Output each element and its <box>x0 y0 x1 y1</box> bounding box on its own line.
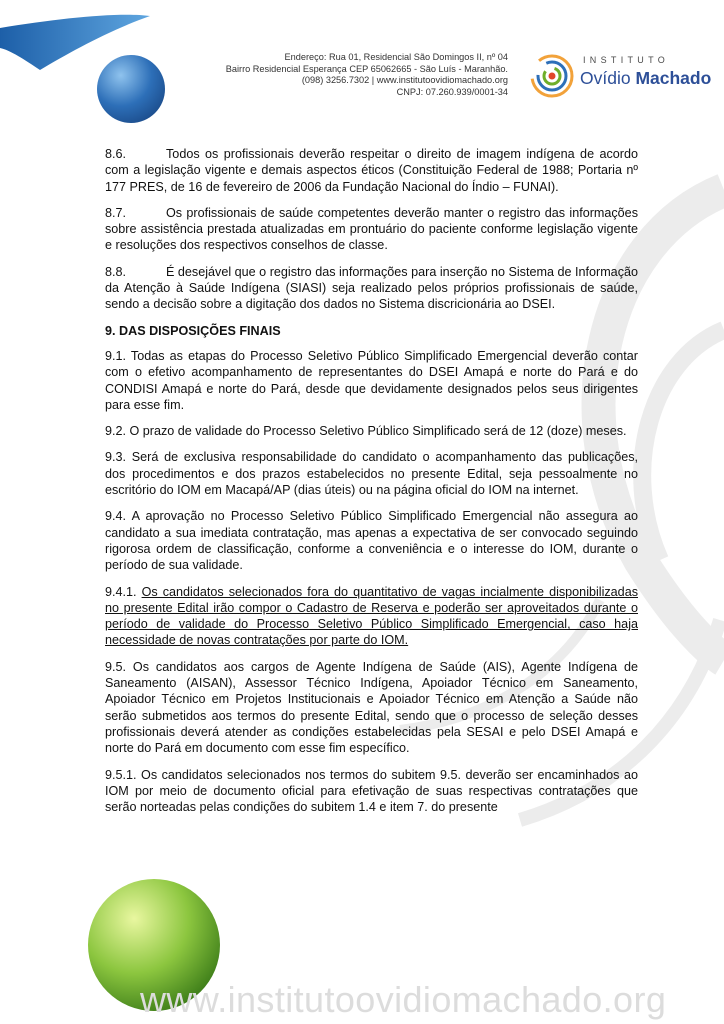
logo-name <box>580 68 711 89</box>
paragraph-8-8 <box>105 264 638 313</box>
address-line: Bairro Residencial Esperança CEP 65062665 - São Luís - Maranhão. <box>225 63 508 74</box>
paragraph-9-1: 9.1. Todas as etapas do Processo Seletivo Público Simplificado Emergencial deverão contar com o efetivo acompanhamento de representantes do DSEI Amapá e norte do Pará e do CONDISI Amapá e norte do Pará, desde que devidamente designados pelos seus dirigentes para esse fim. <box>105 348 638 412</box>
paragraph-text: Todos os profissionais deverão respeitar o direito de imagem indígena de acordo com a legislação vigente e demais aspectos éticos (Constituição Federal de 1988; Portaria nº 177 PRES, de 16 de fevereiro de 2006 da Fundação Nacional do Índio – FUNAI). <box>105 147 638 194</box>
footer-website-url: www.institutoovidiomachado.org <box>140 979 667 1020</box>
item-number: 8.8. <box>105 264 127 279</box>
underlined-text: Os candidatos selecionados fora do quantitativo de vagas incialmente disponibilizadas no presente Edital irão compor o Cadastro de Reserva e poderão ser aproveitados durante o período de validade do Processo Seletivo Público Simplificado Emergencial, caso haja necessidade de novas contratações por parte do IOM. <box>105 584 638 648</box>
item-number: 9.4.1. <box>105 584 137 599</box>
paragraph-text: Os profissionais de saúde competentes deverão manter o registro das informações sobre assistência prestada atualizadas em prontuário do paciente conforme legislação vigente e resoluções dos respectivos conselhos de classe. <box>105 205 638 253</box>
address-line: Endereço: Rua 01, Residencial São Domingos II, nº 04 <box>284 52 508 62</box>
section-heading-9: 9. DAS DISPOSIÇÕES FINAIS <box>105 323 281 338</box>
logo-name-second: Machado <box>635 68 712 88</box>
document-body <box>105 146 638 825</box>
logo-mark-icon <box>528 52 576 100</box>
address-line: (098) 3256.7302 | www.institutoovidiomachado.org <box>301 75 508 86</box>
paragraph-8-7 <box>105 205 638 254</box>
institute-logo <box>528 52 712 100</box>
paragraph-9-3: 9.3. Será de exclusiva responsabilidade do candidato o acompanhamento das publicações, dos procedimentos e dos prazos estabelecidos no presente Edital, seja pessoalmente no escritório do IOM em Macapá/AP (dias úteis) ou na página oficial do IOM na internet. <box>105 450 638 498</box>
paragraph-text: É desejável que o registro das informações para inserção no Sistema de Informação da Atenção à Saúde Indígena (SIASI) seja realizado pelos próprios profissionais de saúde, sendo a decisão sobre a digitação dos dados no Sistema discricionária ao DSEI. <box>105 264 638 312</box>
item-number: 8.7. <box>105 205 127 220</box>
paragraph-9-4-1 <box>105 584 638 649</box>
paragraph-9-5: 9.5. Os candidatos aos cargos de Agente Indígena de Saúde (AIS), Agente Indígena de Saneamento (AISAN), Assessor Técnico Indígena, Apoiador Técnico em Saneamento, Apoiador Técnico em Projetos Institucionais e Apoiador Técnico em Atenção a Saúde não serão submetidos aos termos do presente Edital, sendo que o processo de seleção desses profissionais deverá atender as condições estabelecidas pela SESAI e pelo DSEI Amapá e norte do Pará em documento com esse fim específico. <box>105 659 638 756</box>
paragraph-9-4: 9.4. A aprovação no Processo Seletivo Público Simplificado Emergencial não assegura ao candidato a sua imediata contratação, mas apenas a expectativa de ser convocado seguindo rigorosa ordem de classificação, conforme a conveniência e o interesse do IOM, durante o período de sua validade. <box>105 509 638 573</box>
paragraph-9-5-1: 9.5.1. Os candidatos selecionados nos termos do subitem 9.5. deverão ser encaminhados ao IOM por meio de documento oficial para efetivação de suas respectivas contratações que serão norteadas pelas condições do subitem 1.4 e item 7. do presente <box>105 767 638 815</box>
item-number: 8.6. <box>105 147 127 161</box>
paragraph-8-6 <box>105 146 638 195</box>
header-address <box>190 52 508 98</box>
logo-name-first: Ovídio <box>580 68 631 88</box>
logo-institute-label: INSTITUTO <box>583 55 670 65</box>
paragraph-9-2: 9.2. O prazo de validade do Processo Seletivo Público Simplificado será de 12 (doze) meses. <box>105 424 627 439</box>
address-line: CNPJ: 07.260.939/0001-34 <box>396 86 508 97</box>
